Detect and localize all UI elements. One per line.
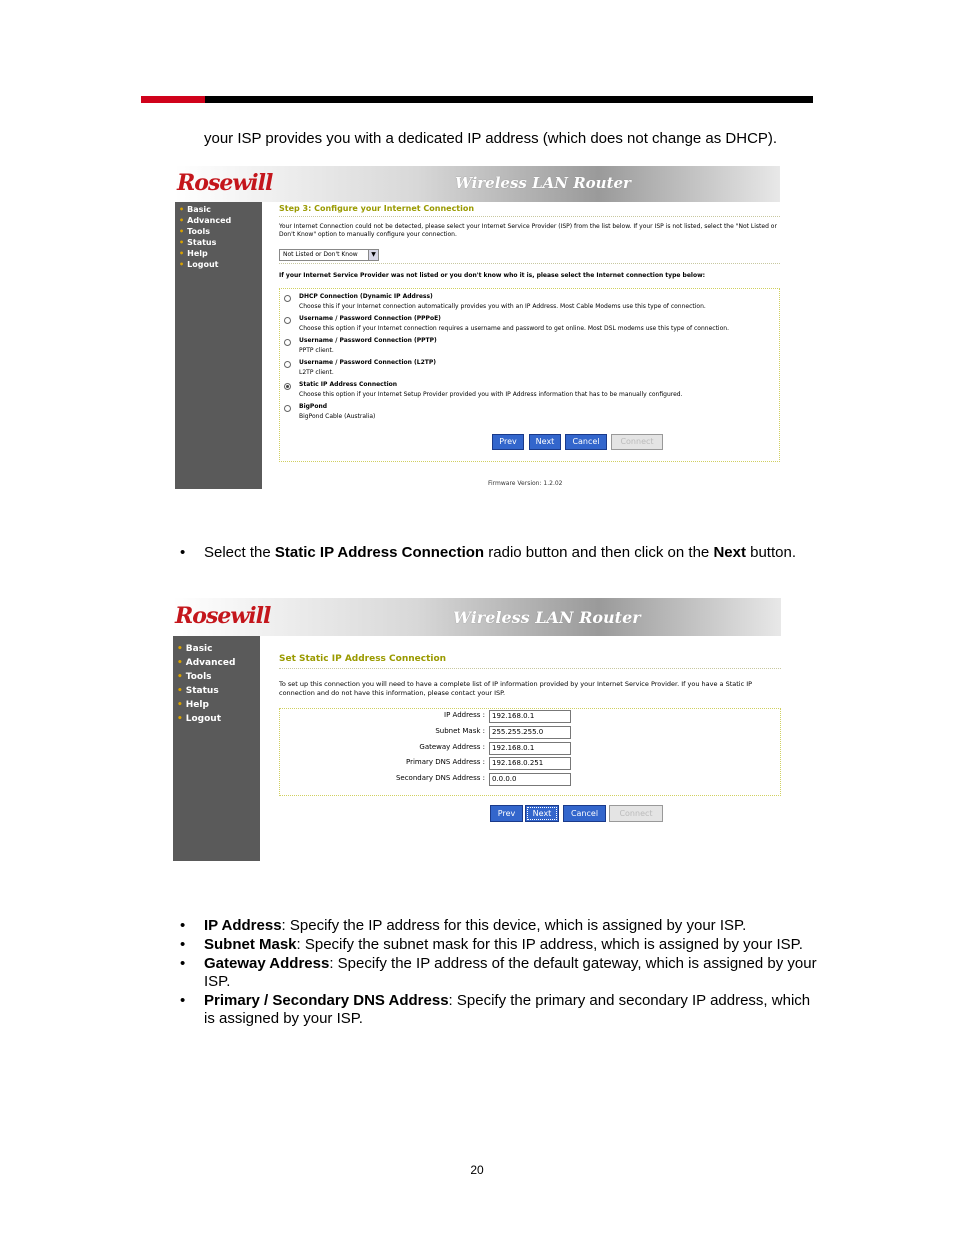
router-screenshot-step3 — [175, 166, 780, 489]
radio-bigpond[interactable] — [284, 405, 291, 412]
isp-select[interactable] — [279, 249, 379, 261]
product-title: Wireless LAN Router — [455, 174, 631, 192]
detect-text: Your Internet Connection could not be detected, please select your Internet Service Provider (ISP) from the list below. If your ISP is not listed, select the "Not Listed or Don't Know" option to manually configure your connection. — [279, 223, 777, 238]
divider — [279, 263, 780, 264]
nav-item-advanced[interactable]: • Advanced — [177, 656, 235, 670]
option-title: BigPond — [299, 403, 328, 410]
option-title: Static IP Address Connection — [299, 381, 398, 388]
product-title: Wireless LAN Router — [453, 608, 641, 627]
next-button[interactable]: Next — [529, 434, 561, 450]
nav-item-advanced[interactable]: • Advanced — [179, 215, 231, 226]
cancel-button[interactable]: Cancel — [565, 434, 607, 450]
option-desc: Choose this option if your Internet Setup Provider provided you with IP Address information that has to be manually configured. — [299, 391, 683, 398]
cancel-button[interactable]: Cancel — [563, 805, 606, 822]
radio-pptp[interactable] — [284, 339, 291, 346]
instruction-item — [180, 544, 820, 562]
option-title: DHCP Connection (Dynamic IP Address) — [299, 293, 433, 300]
nav-item-basic[interactable]: • Basic — [179, 204, 231, 215]
nav-item-basic[interactable]: • Basic — [177, 642, 235, 656]
nav-item-logout[interactable]: • Logout — [179, 259, 231, 270]
router-sidebar — [175, 202, 262, 489]
secondary-dns-label: Secondary DNS Address : — [395, 774, 485, 782]
subnet-mask-input[interactable]: 255.255.255.0 — [489, 726, 571, 739]
definition-gateway-address — [180, 955, 820, 991]
definition-subnet-mask — [180, 936, 820, 954]
static-intro: To set up this connection you will need to have a complete list of IP information provided by your Internet Service Provider. If you have a Static IP connection and do not have this information, please contact your ISP. — [279, 680, 753, 697]
definition-desc: : Specify the primary and secondary IP address, which is assigned by your ISP. — [204, 992, 811, 1027]
option-desc: BigPond Cable (Australia) — [299, 413, 376, 420]
radio-l2tp[interactable] — [284, 361, 291, 368]
connect-button: Connect — [611, 434, 663, 450]
option-title: Username / Password Connection (L2TP) — [299, 359, 436, 366]
router-content — [261, 636, 781, 861]
nav-item-status[interactable]: • Status — [179, 237, 231, 248]
divider — [279, 216, 780, 217]
router-nav — [177, 642, 235, 726]
instruction-bold-static: Static IP Address Connection — [274, 544, 485, 561]
intro-paragraph: your ISP provides you with a dedicated IP address (which does not change as DHCP). — [204, 130, 778, 147]
definition-desc: : Specify the IP address of the default gateway, which is assigned by your ISP. — [204, 955, 817, 990]
nav-item-help[interactable]: • Help — [179, 248, 231, 259]
router-screenshot-static-ip — [173, 598, 781, 861]
router-sidebar — [173, 636, 260, 861]
type-prompt: If your Internet Service Provider was not listed or you don't know who it is, please select the Internet connection type below: — [279, 272, 706, 279]
instruction-text: Select the — [204, 544, 275, 561]
instruction-bold-next: Next — [713, 544, 746, 561]
ip-address-input[interactable]: 192.168.0.1 — [489, 710, 571, 723]
page-number: 20 — [470, 1163, 484, 1177]
primary-dns-label: Primary DNS Address : — [405, 758, 485, 766]
header-rule-black — [205, 96, 813, 103]
definition-term: Subnet Mask — [204, 936, 297, 953]
router-nav — [179, 204, 231, 270]
option-desc: L2TP client. — [299, 369, 334, 376]
secondary-dns-input[interactable]: 0.0.0.0 — [489, 773, 571, 786]
static-ip-fields — [279, 708, 781, 796]
instruction-list — [180, 544, 820, 563]
firmware-version: Firmware Version: 1.2.02 — [488, 480, 563, 487]
definition-term: Gateway Address — [204, 955, 330, 972]
definition-term: Primary / Secondary DNS Address — [204, 992, 449, 1009]
router-content — [262, 202, 780, 489]
rosewill-logo: Rosewill — [175, 603, 271, 629]
option-title: Username / Password Connection (PPTP) — [299, 337, 437, 344]
chevron-down-icon: ▼ — [368, 250, 378, 260]
definition-dns-address — [180, 992, 820, 1028]
gateway-address-input[interactable]: 192.168.0.1 — [489, 742, 571, 755]
option-title: Username / Password Connection (PPPoE) — [299, 315, 441, 322]
connect-button: Connect — [609, 805, 663, 822]
definition-desc: : Specify the subnet mask for this IP address, which is assigned by your ISP. — [296, 936, 803, 953]
nav-item-help[interactable]: • Help — [177, 698, 235, 712]
rosewill-logo: Rosewill — [177, 170, 273, 196]
next-button[interactable]: Next — [525, 805, 559, 822]
definition-term: IP Address — [204, 917, 282, 934]
prev-button[interactable]: Prev — [490, 805, 523, 822]
nav-item-tools[interactable]: • Tools — [179, 226, 231, 237]
gateway-address-label: Gateway Address : — [419, 743, 485, 751]
subnet-mask-label: Subnet Mask : — [435, 727, 485, 735]
instruction-text: radio button and then click on the — [484, 544, 714, 561]
option-desc: PPTP client. — [299, 347, 334, 354]
nav-item-logout[interactable]: • Logout — [177, 712, 235, 726]
radio-pppoe[interactable] — [284, 317, 291, 324]
option-desc: Choose this if your Internet connection automatically provides you with an IP Address. Most Cable Modems use this type of connection. — [299, 303, 706, 310]
nav-item-status[interactable]: • Status — [177, 684, 235, 698]
definition-ip-address — [180, 917, 820, 935]
header-rule-red — [141, 96, 205, 103]
nav-item-tools[interactable]: • Tools — [177, 670, 235, 684]
radio-dhcp[interactable] — [284, 295, 291, 302]
prev-button[interactable]: Prev — [492, 434, 524, 450]
instruction-text: button. — [745, 544, 796, 561]
option-desc: Choose this option if your Internet connection requires a username and password to get online. Most DSL modems use this type of connection. — [299, 325, 729, 332]
step-title: Step 3: Configure your Internet Connection — [279, 204, 475, 213]
definition-desc: : Specify the IP address for this device, which is assigned by your ISP. — [281, 917, 747, 934]
isp-select-value: Not Listed or Don't Know — [283, 251, 358, 258]
radio-static-ip[interactable] — [284, 383, 291, 390]
divider — [279, 668, 781, 669]
primary-dns-input[interactable]: 192.168.0.251 — [489, 757, 571, 770]
ip-address-label: IP Address : — [444, 711, 485, 719]
step-title: Set Static IP Address Connection — [279, 654, 447, 664]
definition-list — [180, 917, 820, 1029]
